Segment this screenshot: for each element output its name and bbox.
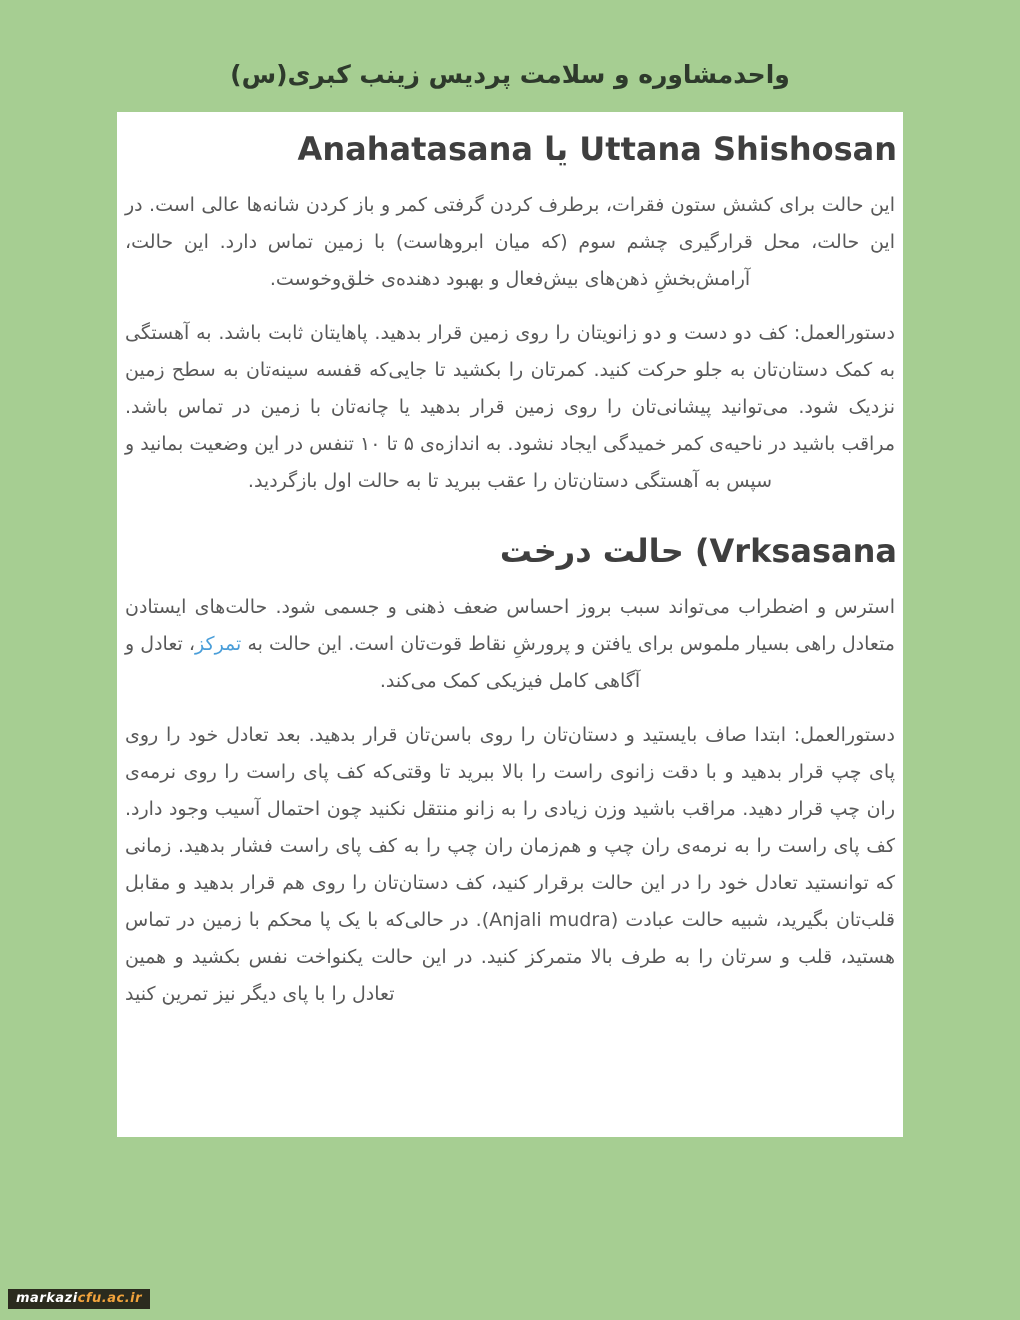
article-card <box>117 112 903 1137</box>
watermark-badge <box>8 1289 150 1309</box>
paragraph-anahatasana-instructions: دستورالعمل: کف دو دست و دو زانویتان را روی زمین قرار بدهید. پاهایتان ثابت باشد. به آهستگی به کمک دستان‌تان به جلو حرکت کنید. کمرتان را بکشید تا جایی‌که قفسه سینه‌تان به سطح زمین نزدیک شود. می‌توانید پیشانی‌تان را روی زمین قرار بدهید یا چانه‌تان با زمین در تماس باشد. مراقب باشید در ناحیه‌ی کمر خمیدگی ایجاد نشود. به اندازه‌ی ۵ تا ۱۰ تنفس در این وضعیت بمانید و سپس به آهستگی دستان‌تان را عقب ببرید تا به حالت اول بازگردید. <box>125 322 895 492</box>
vrksasana-intro-text-after-link: ، تعادل و آگاهی کامل فیزیکی کمک می‌کند. <box>125 633 641 692</box>
vrksasana-intro-text-before-link: استرس و اضطراب می‌تواند سبب بروز احساس ضعف ذهنی و جسمی شود. حالت‌های ایستادن متعادل راهی بسیار ملموس برای یافتن و پرورشِ نقاط قوت‌تان است. این حالت به <box>125 596 895 655</box>
section-heading-anahatasana: Uttana Shishosan یا Anahatasana <box>297 130 897 168</box>
focus-link[interactable]: تمرکز <box>195 633 242 655</box>
paragraph-vrksasana-instructions: دستورالعمل: ابتدا صاف بایستید و دستان‌تان را روی باسن‌تان قرار بدهید. بعد تعادل خود را روی پای چپ قرار بدهید و با دقت زانوی راست را بالا ببرید تا وقتی‌که کف پای راست را روی نرمه‌ی ران چپ قرار دهید. مراقب باشید وزن زیادی را به زانو منتقل نکنید چون احتمال آسیب وجود دارد. کف پای راست را به نرمه‌ی ران چپ و هم‌زمان ران چپ را به کف پای راست فشار بدهید. زمانی که توانستید تعادل خود را در این حالت برقرار کنید، کف دستان‌تان را روی هم قرار بدهید و مقابل قلب‌تان بگیرید، شبیه حالت عبادت (Anjali mudra). در حالی‌که با یک پا محکم با زمین در تماس هستید، قلب و سرتان را به طرف بالا متمرکز کنید. در این حالت یکنواخت نفس بکشید و همین تعادل را با پای دیگر نیز تمرین کنید <box>125 724 896 1005</box>
watermark-site-name: markazi <box>16 1291 78 1306</box>
paragraph-vrksasana-intro <box>125 589 895 700</box>
paragraph-anahatasana-intro: این حالت برای کشش ستون فقرات، برطرف کردن گرفتی کمر و باز کردن شانه‌ها عالی است. در این حالت، محل قرارگیری چشم سوم (که میان ابروهاست) با زمین تماس دارد. این حالت، آرامش‌بخشِ ذهن‌های بیش‌فعال و بهبود دهنده‌ی خلق‌وخوست. <box>125 194 895 290</box>
watermark-domain: cfu.ac.ir <box>77 1291 143 1306</box>
page-title: واحدمشاوره و سلامت پردیس زینب کبری(س) <box>230 60 790 89</box>
section-heading-vrksasana: حالت درخت (Vrksasana <box>499 532 897 570</box>
